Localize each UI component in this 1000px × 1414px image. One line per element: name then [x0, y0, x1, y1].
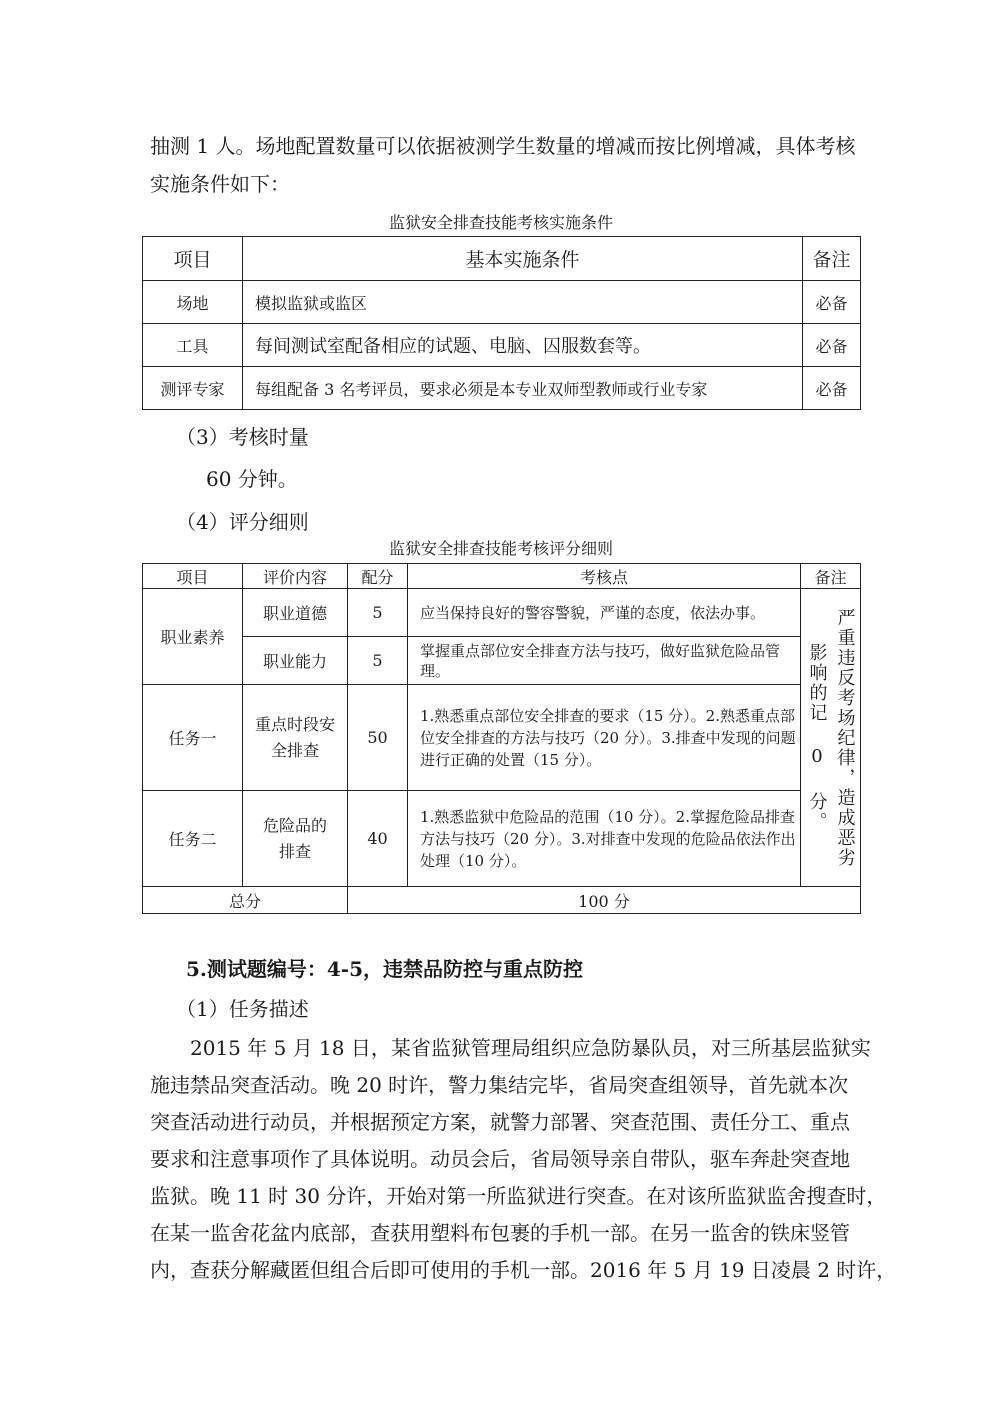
total-label: 总分: [143, 887, 348, 914]
row-content: 职业能力: [243, 637, 348, 685]
total-row: [143, 887, 861, 914]
section4-heading: （4）评分细则: [176, 510, 309, 534]
row-note: 必备: [803, 367, 861, 410]
paragraph-line: 突查活动进行动员，并根据预定方案，就警力部署、突查范围、责任分工、重点: [150, 1110, 850, 1134]
row-note: 必备: [803, 281, 861, 324]
scoring-table: [142, 563, 861, 914]
header-content: 评价内容: [243, 564, 348, 589]
row-score: 5: [348, 589, 408, 637]
row-item: 工具: [143, 324, 243, 367]
group-item: 任务二: [143, 791, 243, 887]
section3-heading: （3）考核时量: [176, 425, 309, 449]
row-note: 必备: [803, 324, 861, 367]
header-points: 考核点: [408, 564, 801, 589]
table-row: [143, 685, 861, 791]
header-score: 配分: [348, 564, 408, 589]
conditions-table: [142, 236, 861, 410]
table-row: [143, 281, 861, 324]
row-condition: 每间测试室配备相应的试题、电脑、囚服数套等。: [243, 324, 803, 367]
row-condition: 模拟监狱或监区: [243, 281, 803, 324]
row-condition: 每组配备 3 名考评员，要求必须是本专业双师型教师或行业专家: [243, 367, 803, 410]
section5-title: 5.测试题编号：4-5，违禁品防控与重点防控: [186, 957, 584, 981]
table2-caption: 监狱安全排查技能考核评分细则: [388, 539, 613, 558]
paragraph-line: 要求和注意事项作了具体说明。动员会后，省局领导亲自带队，驱车奔赴突查地: [150, 1147, 850, 1171]
table-row: [143, 791, 861, 887]
section5-sub: （1）任务描述: [176, 997, 309, 1021]
paragraph-line: 监狱。晚 11 时 30 分许，开始对第一所监狱进行突查。在对该所监狱监舍搜查时，: [150, 1184, 887, 1208]
row-content: 重点时段安全排查: [243, 685, 348, 791]
section3-value: 60 分钟。: [206, 467, 298, 491]
table-row: [143, 367, 861, 410]
row-score: 50: [348, 685, 408, 791]
header-item: 项目: [143, 564, 243, 589]
table-header-row: [143, 237, 861, 281]
group-item: 职业素养: [143, 589, 243, 685]
table1-caption: 监狱安全排查技能考核实施条件: [388, 213, 613, 232]
header-item: 项目: [143, 237, 243, 281]
table-row: [143, 589, 861, 637]
row-item: 测评专家: [143, 367, 243, 410]
table-row: [143, 324, 861, 367]
row-score: 40: [348, 791, 408, 887]
header-note: 备注: [801, 564, 861, 589]
row-content: 职业道德: [243, 589, 348, 637]
row-points: 1.熟悉监狱中危险品的范围（10 分）。2.掌握危险品排查方法与技巧（20 分）。3.对排查中发现的危险品依法作出处理（10 分）。: [408, 791, 801, 887]
group-item: 任务一: [143, 685, 243, 791]
note-text: 严重违反考场纪律，造成恶劣影响的记 0 分。: [806, 607, 856, 868]
row-score: 5: [348, 637, 408, 685]
row-points: 应当保持良好的警容警貌，严谨的态度，依法办事。: [408, 589, 801, 637]
row-points: 1.熟悉重点部位安全排查的要求（15 分）。2.熟悉重点部位安全排查的方法与技巧（20 分）。3.排查中发现的问题进行正确的处置（15 分）。: [408, 685, 801, 791]
row-item: 场地: [143, 281, 243, 324]
paragraph-line: 施违禁品突查活动。晚 20 时许，警力集结完毕，省局突查组领导，首先就本次: [150, 1073, 849, 1097]
table-header-row: [143, 564, 861, 589]
total-value: 100 分: [348, 887, 861, 914]
intro-line-2: 实施条件如下：: [150, 172, 290, 196]
table-row: [143, 637, 861, 685]
header-condition: 基本实施条件: [243, 237, 803, 281]
paragraph-line: 内，查获分解藏匿但组合后即可使用的手机一部。2016 年 5 月 19 日凌晨 2 时许，: [150, 1258, 897, 1282]
row-points: 掌握重点部位安全排查方法与技巧，做好监狱危险品管理。: [408, 637, 801, 685]
header-note: 备注: [803, 237, 861, 281]
note-cell: [801, 589, 861, 887]
paragraph-line: 2015 年 5 月 18 日，某省监狱管理局组织应急防暴队员，对三所基层监狱实: [190, 1036, 871, 1060]
row-content: 危险品的排查: [243, 791, 348, 887]
intro-line-1: 抽测 1 人。场地配置数量可以依据被测学生数量的增减而按比例增减，具体考核: [150, 134, 856, 158]
paragraph-line: 在某一监舍花盆内底部，查获用塑料布包裹的手机一部。在另一监舍的铁床竖管: [150, 1221, 850, 1245]
